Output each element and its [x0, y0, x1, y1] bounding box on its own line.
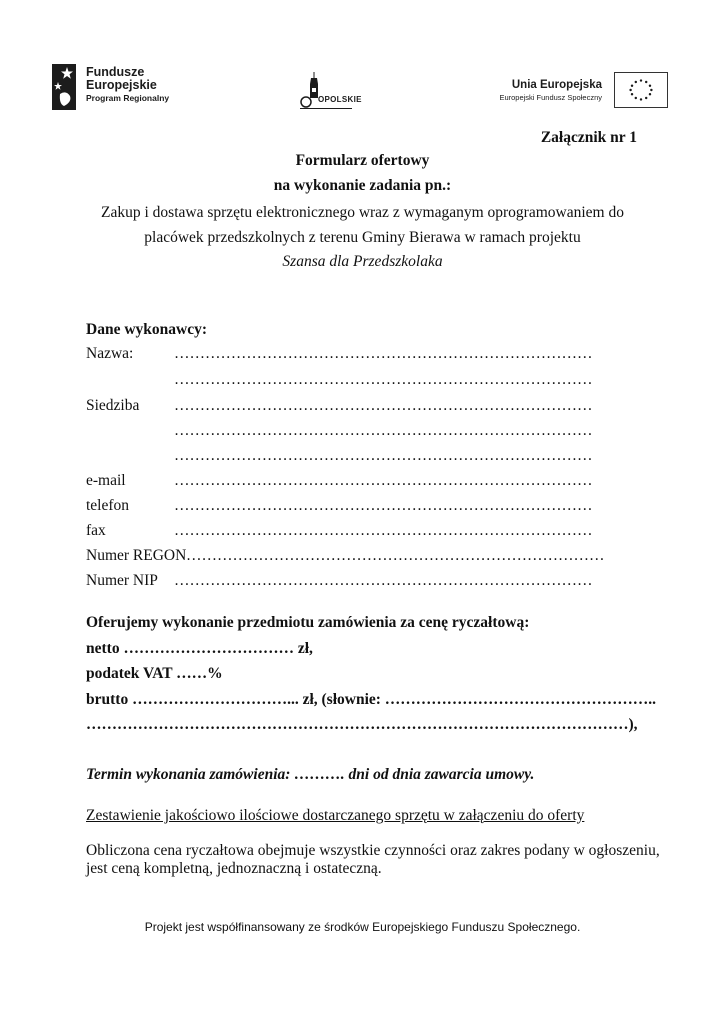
- seat-dots-1[interactable]: ………………………………………………………………………: [174, 397, 593, 414]
- seat-dots-3[interactable]: ………………………………………………………………………: [174, 447, 593, 464]
- brutto-line[interactable]: brutto …………………………... zł, (słownie: ……………………………………………..: [86, 691, 657, 708]
- attachment-number: Załącznik nr 1: [540, 129, 637, 146]
- deadline-line[interactable]: Termin wykonania zamówienia: ………. dni od dnia zawarcia umowy.: [86, 766, 535, 783]
- opolskie-tower-icon: [296, 70, 356, 112]
- seat-dots-2[interactable]: ………………………………………………………………………: [174, 422, 593, 439]
- name-dots-2[interactable]: ………………………………………………………………………: [174, 371, 593, 388]
- vat-line[interactable]: podatek VAT ……%: [86, 665, 223, 682]
- ue-line2: Europejski Fundusz Społeczny: [499, 93, 602, 102]
- task-description-line2: placówek przedszkolnych z terenu Gminy Bierawa w ramach projektu: [144, 229, 581, 246]
- phone-label: telefon: [86, 497, 130, 514]
- netto-line[interactable]: netto …………………………… zł,: [86, 640, 313, 657]
- ue-line1: Unia Europejska: [511, 79, 602, 91]
- eu-flag-icon: [614, 72, 668, 108]
- regon-label: Numer REGON: [86, 547, 187, 564]
- fax-label: fax: [86, 522, 106, 539]
- email-dots[interactable]: ………………………………………………………………………: [174, 472, 593, 489]
- price-note-line1: Obliczona cena ryczałtowa obejmuje wszystkie czynności oraz zakres podany w ogłoszeniu,: [86, 842, 660, 859]
- fax-dots[interactable]: ………………………………………………………………………: [174, 522, 593, 539]
- price-note-line2: jest ceną kompletną, jednoznaczną i ostateczną.: [86, 860, 382, 877]
- name-label: Nazwa:: [86, 345, 134, 362]
- task-description-line1: Zakup i dostawa sprzętu elektronicznego wraz z wymaganym oprogramowaniem do: [101, 204, 624, 221]
- footer-note: Projekt jest współfinansowany ze środków Europejskiego Funduszu Społecznego.: [144, 920, 581, 934]
- email-label: e-mail: [86, 472, 126, 489]
- fe-line1: Fundusze: [86, 65, 145, 79]
- form-title: Formularz ofertowy: [295, 152, 430, 169]
- form-subtitle: na wykonanie zadania pn.:: [273, 177, 452, 194]
- equipment-list-note: Zestawienie jakościowo ilościowe dostarczanego sprzętu w załączeniu do oferty: [86, 807, 585, 824]
- fe-line2: Europejskie: [86, 78, 157, 92]
- nip-dots[interactable]: ………………………………………………………………………: [174, 572, 593, 589]
- regon-dots[interactable]: ………………………………………………………………………: [186, 547, 605, 564]
- name-dots-1[interactable]: ………………………………………………………………………: [174, 345, 593, 362]
- opolskie-label: OPOLSKIE: [318, 95, 362, 104]
- nip-label: Numer NIP: [86, 572, 158, 589]
- offer-heading: Oferujemy wykonanie przedmiotu zamówienia za cenę ryczałtową:: [86, 614, 530, 631]
- unia-europejska-label: [490, 78, 602, 103]
- brutto-words-line[interactable]: ……………………………………………………………………………………………),: [86, 716, 638, 733]
- fe-line3: Program Regionalny: [86, 93, 170, 103]
- fundusze-europejskie-label: [86, 66, 169, 104]
- fundusze-europejskie-logo-icon: [52, 64, 76, 110]
- project-name: Szansa dla Przedszkolaka: [282, 253, 443, 270]
- seat-label: Siedziba: [86, 397, 140, 414]
- phone-dots[interactable]: ………………………………………………………………………: [174, 497, 593, 514]
- contractor-heading: Dane wykonawcy:: [86, 321, 207, 338]
- header-logos: [0, 0, 725, 120]
